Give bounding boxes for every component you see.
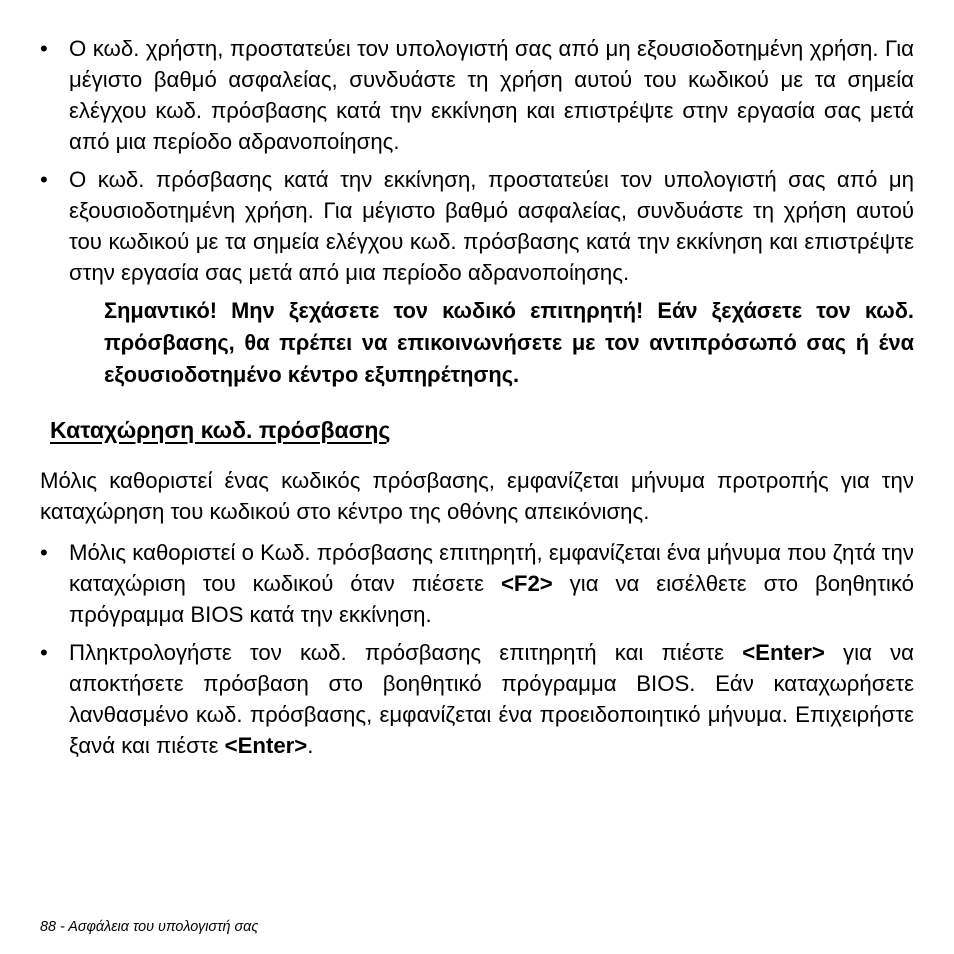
list-item-text: Ο κωδ. πρόσβασης κατά την εκκίνηση, προστατεύει τον υπολογιστή σας από μη εξουσιοδοτημένη χρήση. Για μέγιστο βαθμό ασφαλείας, συνδυάστε τη χρήση αυτού του κωδικού με τα σημεία ελέγχου κωδ. πρόσβασης κατά την εκκίνηση και επιστρέψτε στην εργασία σας μετά από μια περίοδο αδρανοποίησης. [69,167,914,285]
list-item [40,164,914,288]
list-item [40,637,914,761]
important-note: Σημαντικό! Μην ξεχάσετε τον κωδικό επιτηρητή! Εάν ξεχάσετε τον κωδ. πρόσβασης, θα πρέπει να επικοινωνήσετε με τον αντιπρόσωπό σας ή ένα εξουσιοδοτημένο κέντρο εξυπηρέτησης. [104,298,914,387]
text-segment: για να αποκτήσετε πρόσβαση στο βοηθητικό πρόγραμμα BIOS. Εάν καταχωρήσετε λανθασμένο κωδ. πρόσβασης, εμφανίζεται ένα προειδοποιητικό μήνυμα. Επιχειρήστε ξανά και πιέστε [69,640,915,758]
bullet-icon: • [40,640,48,665]
list-item-text [69,640,914,758]
list-item-text: Ο κωδ. χρήστη, προστατεύει τον υπολογιστή σας από μη εξουσιοδοτημένη χρήση. Για μέγιστο βαθμό ασφαλείας, συνδυάστε τη χρήση αυτού του κωδικού με τα σημεία ελέγχου κωδ. πρόσβασης κατά την εκκίνηση και επιστρέψτε στην εργασία σας μετά από μια περίοδο αδρανοποίησης. [69,36,914,154]
page-content [40,33,914,761]
section-heading: Καταχώρηση κωδ. πρόσβασης [50,417,391,443]
key-name: <F2> [500,571,553,596]
bullet-icon: • [40,540,48,565]
intro-paragraph: Μόλις καθοριστεί ένας κωδικός πρόσβασης, εμφανίζεται μήνυμα προτροπής για την καταχώρηση του κωδικού στο κέντρο της οθόνης απεικόνισης. [40,468,914,524]
list-item [40,537,914,630]
text-segment: για να εισέλθετε στο βοηθητικό πρόγραμμα BIOS κατά την εκκίνηση. [69,571,914,627]
key-name: <Enter> [224,733,308,758]
list-item [40,33,914,157]
key-name: <Enter> [742,640,825,665]
bullet-icon: • [40,167,48,192]
text-segment: Μόλις καθοριστεί ο Κωδ. πρόσβασης επιτηρητή, εμφανίζεται ένα μήνυμα που ζητά την καταχώριση του κωδικού όταν πιέσετε [69,540,914,596]
text-segment: . [307,733,314,758]
page-footer: 88 - Ασφάλεια του υπολογιστή σας [40,919,259,935]
bullet-icon: • [40,36,48,61]
text-segment: Πληκτρολογήστε τον κωδ. πρόσβασης επιτηρητή και πιέστε [69,640,743,665]
list-item-text [69,540,914,627]
